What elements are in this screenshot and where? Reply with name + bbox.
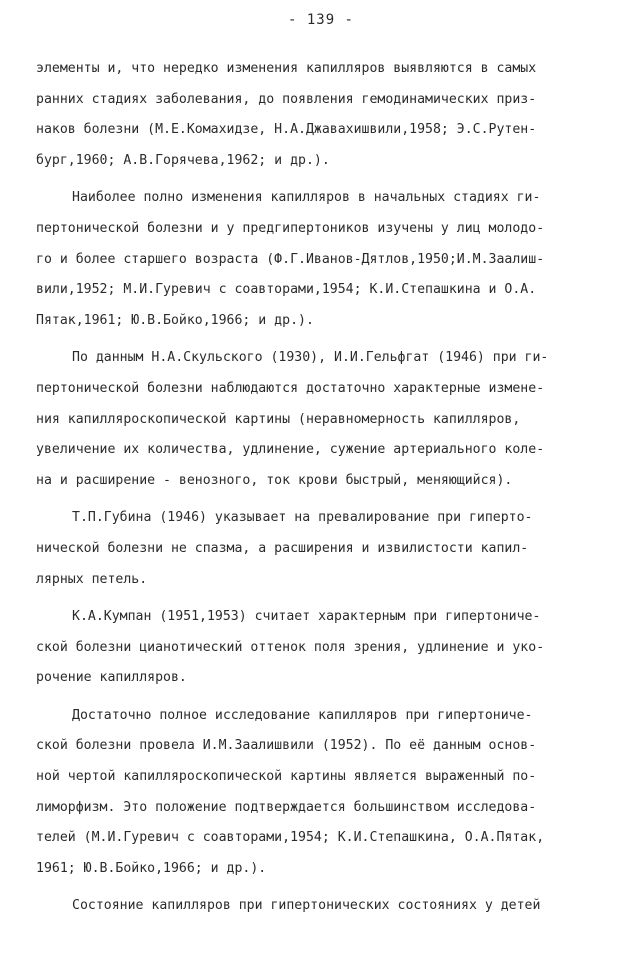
page-number: - 139 - <box>287 12 354 28</box>
text-line: Пятак,1961; Ю.В.Бойко,1966; и др.). <box>36 312 314 328</box>
paragraph-7 <box>36 891 604 922</box>
text-line: ской болезни цианотический оттенок поля зрения, удлинение и уко- <box>36 639 545 655</box>
text-line: По данным Н.А.Скульского (1930), И.И.Гельфгат (1946) при ги- <box>72 350 549 366</box>
text-line: пертонической болезни наблюдаются достаточно характерные измене- <box>36 380 545 396</box>
text-line: го и более старшего возраста (Ф.Г.Иванов-Дятлов,1950;И.М.Заалиш- <box>36 251 545 267</box>
text-line: увеличение их количества, удлинение, сужение артериального коле- <box>36 442 545 458</box>
paragraph-3 <box>36 343 604 496</box>
text-line: ной чертой капилляроскопической картины является выраженный по- <box>36 769 537 785</box>
paragraph-2 <box>36 183 604 336</box>
paragraph-5 <box>36 602 604 694</box>
text-line: пертонической болезни и у предгипертоников изучены у лиц молодо- <box>36 220 545 236</box>
text-line: вили,1952; М.И.Гуревич с соавторами,1954; К.И.Степашкина и О.А. <box>36 282 537 298</box>
text-line: ранних стадиях заболевания, до появления гемодинамических приз- <box>36 91 537 107</box>
text-line: ния капилляроскопической картины (неравномерность капилляров, <box>36 411 521 427</box>
text-line: телей (М.И.Гуревич с соавторами,1954; К.И.Степашкина, О.А.Пятак, <box>36 830 545 846</box>
paragraph-6 <box>36 701 604 885</box>
text-line: Т.П.Губина (1946) указывает на превалирование при гиперто- <box>72 510 533 526</box>
text-line: лярных петель. <box>36 571 148 587</box>
text-line: 1961; Ю.В.Бойко,1966; и др.). <box>36 860 267 876</box>
text-line: лиморфизм. Это положение подтверждается большинством исследова- <box>36 799 537 815</box>
paragraph-1 <box>36 54 604 176</box>
text-line: элементы и, что нередко изменения капилляров выявляются в самых <box>36 61 537 76</box>
text-line: бург,1960; А.В.Горячева,1962; и др.). <box>36 152 330 168</box>
text-line: рочение капилляров. <box>36 670 187 686</box>
text-line: Наиболее полно изменения капилляров в начальных стадиях ги- <box>72 190 541 206</box>
text-line: ской болезни провела И.М.Заалишвили (1952). По её данным основ- <box>36 738 537 754</box>
text-line: К.А.Кумпан (1951,1953) считает характерным при гипертониче- <box>72 609 541 625</box>
body-text <box>36 54 604 922</box>
text-line: наков болезни (М.Е.Комахидзе, Н.А.Джавахишвили,1958; Э.С.Рутен- <box>36 122 537 138</box>
text-line: на и расширение - венозного, ток крови быстрый, меняющийся). <box>36 472 513 488</box>
text-line: Достаточно полное исследование капилляров при гипертониче- <box>72 707 533 723</box>
text-line: Состояние капилляров при гипертонических состояниях у детей <box>72 898 541 914</box>
paragraph-4 <box>36 503 604 595</box>
text-line: нической болезни не спазма, а расширения и извилистости капил- <box>36 540 529 556</box>
